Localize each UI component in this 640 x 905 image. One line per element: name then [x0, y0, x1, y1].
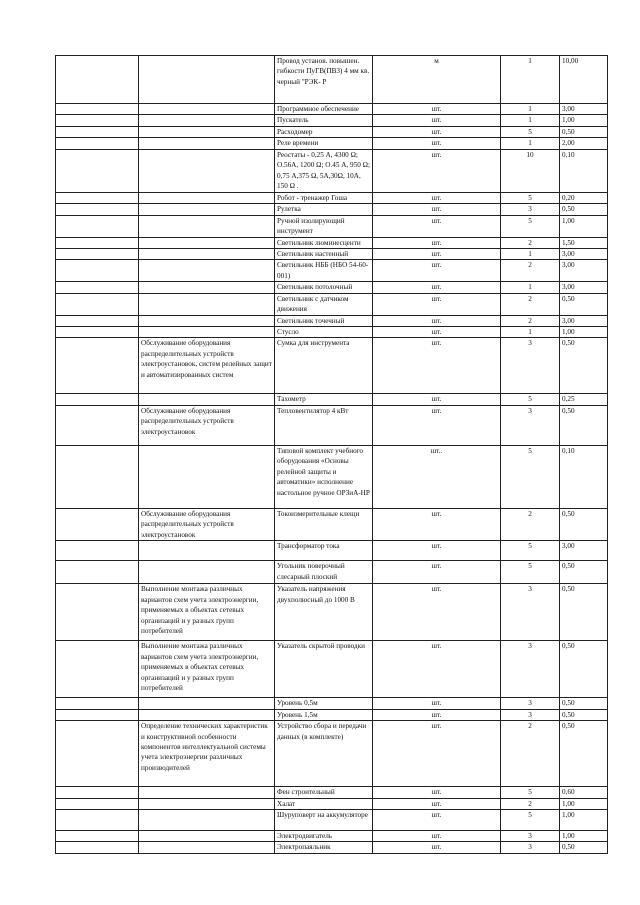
quantity-cell: 5 [501, 561, 560, 584]
quantity-cell: 3 [501, 709, 560, 720]
item-name-cell: Халат [275, 798, 373, 809]
section-cell [139, 248, 275, 259]
unit-cell: шт. [373, 138, 501, 149]
item-name-cell: Указатель скрытой проводки [275, 641, 373, 698]
item-name-cell: Устройство сбора и передачи данных (в комплекте) [275, 721, 373, 787]
value-cell: 0,50 [560, 584, 608, 641]
quantity-cell: 1 [501, 327, 560, 338]
item-name-cell: Электропаяльник [275, 842, 373, 853]
quantity-cell: 3 [501, 204, 560, 215]
unit-cell: шт. [373, 405, 501, 445]
unit-cell: шт. [373, 237, 501, 248]
section-cell [139, 809, 275, 830]
quantity-cell: 5 [501, 541, 560, 561]
blank-cell [56, 508, 139, 540]
value-cell: 3,00 [560, 104, 608, 115]
quantity-cell: 5 [501, 787, 560, 798]
item-name-cell: Сумка для инструмента [275, 338, 373, 394]
table-row [56, 561, 608, 584]
value-cell: 0,50 [560, 641, 608, 698]
table-row [56, 584, 608, 641]
section-cell [139, 192, 275, 203]
section-cell: Выполнение монтажа различных вариантов схем учета электроэнергии, применяемых в объектах сетевых организаций и у разных групп потребителей [139, 641, 275, 698]
quantity-cell: 3 [501, 405, 560, 445]
table-row [56, 338, 608, 394]
unit-cell: шт. [373, 104, 501, 115]
item-name-cell: Робот - тренажер Гоша [275, 192, 373, 203]
quantity-cell: 2 [501, 260, 560, 282]
table-row [56, 709, 608, 720]
value-cell: 0,60 [560, 787, 608, 798]
blank-cell [56, 56, 139, 104]
section-cell [139, 798, 275, 809]
quantity-cell: 2 [501, 293, 560, 315]
blank-cell [56, 248, 139, 259]
unit-cell: шт. [373, 192, 501, 203]
quantity-cell: 2 [501, 237, 560, 248]
value-cell: 10,00 [560, 56, 608, 104]
quantity-cell: 1 [501, 104, 560, 115]
table-row [56, 445, 608, 508]
value-cell: 0,50 [560, 709, 608, 720]
blank-cell [56, 126, 139, 137]
blank-cell [56, 394, 139, 405]
unit-cell: шт. [373, 541, 501, 561]
quantity-cell: 1 [501, 56, 560, 104]
section-cell [139, 709, 275, 720]
section-cell [139, 561, 275, 584]
blank-cell [56, 798, 139, 809]
unit-cell: шт. [373, 787, 501, 798]
blank-cell [56, 138, 139, 149]
blank-cell [56, 115, 139, 126]
table-row [56, 842, 608, 853]
unit-cell: шт. [373, 260, 501, 282]
blank-cell [56, 721, 139, 787]
item-name-cell: Типовой комплект учебного оборудования «Основы релейной защиты и автоматики» исполнение настольное ручное ОРЗиА-НР [275, 445, 373, 508]
table-row [56, 248, 608, 259]
table-row [56, 104, 608, 115]
table-row [56, 809, 608, 830]
value-cell: 0,50 [560, 561, 608, 584]
item-name-cell: Рулетка [275, 204, 373, 215]
value-cell: 1,00 [560, 327, 608, 338]
value-cell: 0,10 [560, 445, 608, 508]
blank-cell [56, 204, 139, 215]
quantity-cell: 1 [501, 138, 560, 149]
unit-cell: м [373, 56, 501, 104]
item-name-cell: Уровень 0,5м [275, 698, 373, 709]
section-cell [139, 149, 275, 192]
item-name-cell: Светильник НББ (НБО 54-60-001) [275, 260, 373, 282]
value-cell: 3,00 [560, 541, 608, 561]
value-cell: 2,00 [560, 138, 608, 149]
unit-cell: шт. [373, 561, 501, 584]
section-cell [139, 204, 275, 215]
unit-cell: шт. [373, 149, 501, 192]
quantity-cell: 3 [501, 338, 560, 394]
unit-cell: шт. [373, 842, 501, 853]
table-row [56, 282, 608, 293]
item-name-cell: Светильник с датчиком движения [275, 293, 373, 315]
section-cell [139, 115, 275, 126]
blank-cell [56, 315, 139, 326]
section-cell: Выполнение монтажа различных вариантов схем учета электроэнергии, применяемых в объектах сетевых организаций и у разных групп потребителей [139, 584, 275, 641]
blank-cell [56, 541, 139, 561]
quantity-cell: 2 [501, 508, 560, 540]
section-cell [139, 237, 275, 248]
value-cell: 0,50 [560, 204, 608, 215]
value-cell: 0,10 [560, 149, 608, 192]
quantity-cell: 3 [501, 830, 560, 841]
unit-cell: шт. [373, 709, 501, 720]
unit-cell: шт. [373, 115, 501, 126]
section-cell [139, 315, 275, 326]
item-name-cell: Программное обеспечение [275, 104, 373, 115]
unit-cell: шт. [373, 641, 501, 698]
value-cell: 1,00 [560, 215, 608, 237]
value-cell: 1,00 [560, 830, 608, 841]
blank-cell [56, 215, 139, 237]
item-name-cell: Токоизмерительные клещи [275, 508, 373, 540]
section-cell [139, 394, 275, 405]
table-row [56, 204, 608, 215]
table-row [56, 327, 608, 338]
value-cell: 1,00 [560, 809, 608, 830]
document-page [55, 55, 608, 854]
section-cell [139, 445, 275, 508]
section-cell [139, 260, 275, 282]
section-cell [139, 327, 275, 338]
quantity-cell: 5 [501, 126, 560, 137]
table-row [56, 315, 608, 326]
quantity-cell: 2 [501, 721, 560, 787]
blank-cell [56, 327, 139, 338]
item-name-cell: Стусло [275, 327, 373, 338]
blank-cell [56, 842, 139, 853]
value-cell: 1,00 [560, 798, 608, 809]
item-name-cell: Уровень 1,5м [275, 709, 373, 720]
blank-cell [56, 787, 139, 798]
section-cell: Определение технических характеристик и конструктивной особенности компонентов интеллектуальной системы учета электроэнергии различных производителей [139, 721, 275, 787]
table-row [56, 394, 608, 405]
table-row [56, 721, 608, 787]
value-cell: 3,00 [560, 315, 608, 326]
blank-cell [56, 561, 139, 584]
blank-cell [56, 445, 139, 508]
item-name-cell: Светильник потолочный [275, 282, 373, 293]
item-name-cell: Указатель напряжения двухполюсный до 1000 В [275, 584, 373, 641]
section-cell [139, 126, 275, 137]
quantity-cell: 5 [501, 809, 560, 830]
item-name-cell: Реостаты - 0,25 А, 4300 Ω; О.56А, 1200 Ω; О.45 А, 950 Ω; 0,75 А,375 Ω, 5А,30Ω, 10А, 150 Ω . [275, 149, 373, 192]
section-cell [139, 138, 275, 149]
section-cell [139, 541, 275, 561]
table-row [56, 293, 608, 315]
value-cell: 1,50 [560, 237, 608, 248]
value-cell: 0,20 [560, 192, 608, 203]
unit-cell: шт. [373, 584, 501, 641]
quantity-cell: 2 [501, 315, 560, 326]
table-row [56, 698, 608, 709]
blank-cell [56, 830, 139, 841]
value-cell: 3,00 [560, 248, 608, 259]
quantity-cell: 5 [501, 394, 560, 405]
unit-cell: шт. [373, 315, 501, 326]
blank-cell [56, 260, 139, 282]
section-cell [139, 830, 275, 841]
table-row [56, 138, 608, 149]
table-row [56, 56, 608, 104]
blank-cell [56, 709, 139, 720]
table-row [56, 798, 608, 809]
table-row [56, 237, 608, 248]
item-name-cell: Тахометр [275, 394, 373, 405]
quantity-cell: 5 [501, 215, 560, 237]
section-cell [139, 282, 275, 293]
section-cell [139, 698, 275, 709]
equipment-table [55, 55, 608, 854]
section-cell [139, 787, 275, 798]
unit-cell: шт. [373, 282, 501, 293]
section-cell [139, 293, 275, 315]
unit-cell: шт. [373, 126, 501, 137]
unit-cell: шт. [373, 698, 501, 709]
value-cell: 0,50 [560, 338, 608, 394]
blank-cell [56, 237, 139, 248]
blank-cell [56, 698, 139, 709]
quantity-cell: 5 [501, 445, 560, 508]
table-row [56, 149, 608, 192]
table-row [56, 192, 608, 203]
value-cell: 0,50 [560, 293, 608, 315]
table-row [56, 215, 608, 237]
quantity-cell: 2 [501, 798, 560, 809]
table-row [56, 260, 608, 282]
value-cell: 0,50 [560, 721, 608, 787]
unit-cell: шт. [373, 248, 501, 259]
value-cell: 3,00 [560, 282, 608, 293]
item-name-cell: Пускатель [275, 115, 373, 126]
item-name-cell: Ручной изолирующий инструмент [275, 215, 373, 237]
value-cell: 3,00 [560, 260, 608, 282]
quantity-cell: 3 [501, 698, 560, 709]
unit-cell: шт. [373, 204, 501, 215]
section-cell [139, 56, 275, 104]
item-name-cell: Угольник поверочный слесарный плоский [275, 561, 373, 584]
unit-cell: шт. [373, 327, 501, 338]
item-name-cell: Реле времени [275, 138, 373, 149]
quantity-cell: 3 [501, 584, 560, 641]
section-cell: Обслуживание оборудования распределительных устройств электроустановок [139, 508, 275, 540]
blank-cell [56, 338, 139, 394]
table-row [56, 830, 608, 841]
blank-cell [56, 192, 139, 203]
quantity-cell: 3 [501, 842, 560, 853]
quantity-cell: 1 [501, 115, 560, 126]
value-cell: 0,50 [560, 126, 608, 137]
item-name-cell: Трансформатор тока [275, 541, 373, 561]
item-name-cell: Шуруповерт на аккумуляторе [275, 809, 373, 830]
section-cell [139, 104, 275, 115]
blank-cell [56, 149, 139, 192]
item-name-cell: Светильник точечный [275, 315, 373, 326]
unit-cell: шт. [373, 394, 501, 405]
value-cell: 1,00 [560, 115, 608, 126]
blank-cell [56, 641, 139, 698]
unit-cell: шт.. [373, 445, 501, 508]
item-name-cell: Фен строительный [275, 787, 373, 798]
table-row [56, 787, 608, 798]
unit-cell: шт. [373, 830, 501, 841]
item-name-cell: Расходомер [275, 126, 373, 137]
blank-cell [56, 282, 139, 293]
item-name-cell: Электродвигатель [275, 830, 373, 841]
unit-cell: шт. [373, 293, 501, 315]
quantity-cell: 1 [501, 282, 560, 293]
quantity-cell: 5 [501, 192, 560, 203]
unit-cell: шт. [373, 338, 501, 394]
value-cell: 0,25 [560, 394, 608, 405]
unit-cell: шт. [373, 215, 501, 237]
unit-cell: шт. [373, 721, 501, 787]
item-name-cell: Светильник люминесценти [275, 237, 373, 248]
table-row [56, 541, 608, 561]
blank-cell [56, 584, 139, 641]
blank-cell [56, 405, 139, 445]
blank-cell [56, 293, 139, 315]
item-name-cell: Тепловентилятор 4 кВт [275, 405, 373, 445]
unit-cell: шт. [373, 508, 501, 540]
item-name-cell: Провод установ. повышен. гибкости ПуГВ(ПВ3) 4 мм кв. черный "РЭК- Р [275, 56, 373, 104]
table-row [56, 508, 608, 540]
unit-cell: шт. [373, 798, 501, 809]
table-row [56, 126, 608, 137]
item-name-cell: Светильник настенный [275, 248, 373, 259]
section-cell: Обслуживание оборудования распределительных устройств электроустановок, систем релейных защит и автоматизированных систем [139, 338, 275, 394]
table-row [56, 641, 608, 698]
section-cell [139, 215, 275, 237]
value-cell: 0,50 [560, 842, 608, 853]
value-cell: 0,50 [560, 508, 608, 540]
section-cell: Обслуживание оборудования распределительных устройств электроустановок [139, 405, 275, 445]
section-cell [139, 842, 275, 853]
blank-cell [56, 809, 139, 830]
table-row [56, 405, 608, 445]
value-cell: 0,50 [560, 405, 608, 445]
unit-cell: шт. [373, 809, 501, 830]
blank-cell [56, 104, 139, 115]
quantity-cell: 1 [501, 248, 560, 259]
quantity-cell: 10 [501, 149, 560, 192]
quantity-cell: 3 [501, 641, 560, 698]
table-row [56, 115, 608, 126]
value-cell: 0,50 [560, 698, 608, 709]
